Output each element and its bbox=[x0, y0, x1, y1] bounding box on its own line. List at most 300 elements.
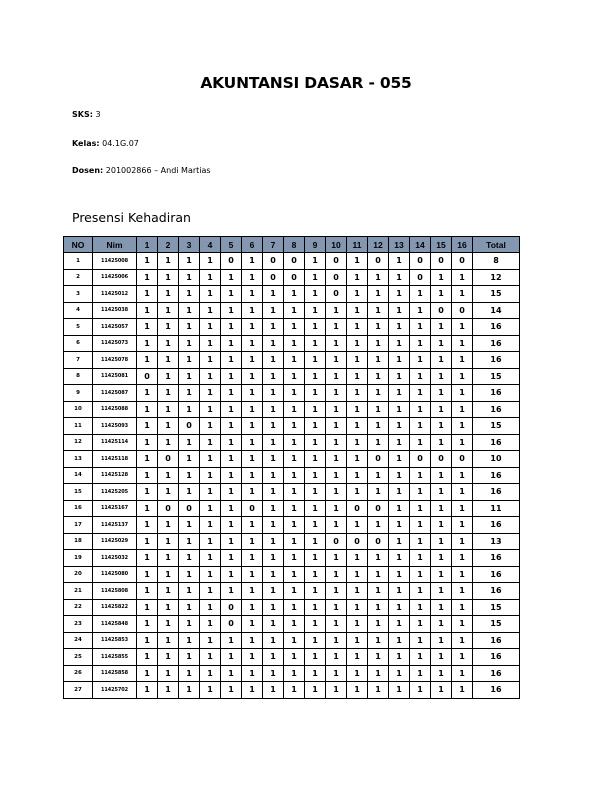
sks-label: SKS: bbox=[72, 110, 93, 119]
attendance-cell: 1 bbox=[200, 500, 221, 517]
attendance-cell: 1 bbox=[431, 682, 452, 699]
attendance-cell: 1 bbox=[242, 517, 263, 534]
attendance-cell: 0 bbox=[368, 253, 389, 270]
attendance-cell: 1 bbox=[305, 286, 326, 303]
total-cell: 15 bbox=[473, 418, 520, 435]
attendance-cell: 1 bbox=[347, 335, 368, 352]
attendance-cell: 1 bbox=[389, 253, 410, 270]
table-row bbox=[64, 583, 520, 600]
attendance-cell: 1 bbox=[347, 319, 368, 336]
row-number-cell: 2 bbox=[64, 269, 93, 286]
attendance-cell: 1 bbox=[452, 434, 473, 451]
attendance-cell: 1 bbox=[179, 352, 200, 369]
attendance-cell: 1 bbox=[389, 385, 410, 402]
attendance-cell: 1 bbox=[242, 335, 263, 352]
attendance-cell: 1 bbox=[452, 418, 473, 435]
attendance-cell: 1 bbox=[368, 385, 389, 402]
attendance-cell: 1 bbox=[284, 665, 305, 682]
attendance-cell: 1 bbox=[452, 682, 473, 699]
attendance-cell: 1 bbox=[347, 434, 368, 451]
attendance-cell: 1 bbox=[137, 517, 158, 534]
attendance-cell: 1 bbox=[284, 616, 305, 633]
attendance-cell: 1 bbox=[305, 335, 326, 352]
attendance-cell: 1 bbox=[305, 269, 326, 286]
total-cell: 16 bbox=[473, 550, 520, 567]
attendance-cell: 1 bbox=[431, 368, 452, 385]
column-header: 3 bbox=[179, 237, 200, 253]
attendance-cell: 1 bbox=[431, 616, 452, 633]
attendance-cell: 1 bbox=[326, 352, 347, 369]
attendance-cell: 1 bbox=[452, 484, 473, 501]
attendance-cell: 1 bbox=[410, 368, 431, 385]
attendance-cell: 1 bbox=[242, 269, 263, 286]
attendance-cell: 1 bbox=[368, 632, 389, 649]
attendance-cell: 1 bbox=[305, 665, 326, 682]
attendance-cell: 1 bbox=[410, 517, 431, 534]
attendance-cell: 1 bbox=[200, 302, 221, 319]
attendance-cell: 1 bbox=[410, 302, 431, 319]
attendance-cell: 1 bbox=[326, 368, 347, 385]
attendance-cell: 1 bbox=[137, 484, 158, 501]
attendance-cell: 1 bbox=[284, 583, 305, 600]
attendance-cell: 1 bbox=[389, 517, 410, 534]
attendance-cell: 1 bbox=[305, 418, 326, 435]
attendance-cell: 0 bbox=[221, 599, 242, 616]
table-row bbox=[64, 517, 520, 534]
column-header: 11 bbox=[347, 237, 368, 253]
nim-cell: 11425080 bbox=[93, 566, 137, 583]
nim-cell: 11425848 bbox=[93, 616, 137, 633]
attendance-cell: 1 bbox=[326, 418, 347, 435]
attendance-cell: 1 bbox=[263, 368, 284, 385]
attendance-cell: 1 bbox=[263, 517, 284, 534]
attendance-cell: 1 bbox=[368, 517, 389, 534]
attendance-cell: 1 bbox=[263, 434, 284, 451]
column-header: 16 bbox=[452, 237, 473, 253]
attendance-cell: 1 bbox=[452, 632, 473, 649]
attendance-cell: 1 bbox=[389, 368, 410, 385]
nim-cell: 11425008 bbox=[93, 253, 137, 270]
total-cell: 15 bbox=[473, 286, 520, 303]
attendance-cell: 1 bbox=[389, 616, 410, 633]
attendance-cell: 1 bbox=[410, 335, 431, 352]
attendance-cell: 1 bbox=[305, 401, 326, 418]
attendance-cell: 1 bbox=[305, 682, 326, 699]
row-number-cell: 14 bbox=[64, 467, 93, 484]
attendance-cell: 1 bbox=[431, 418, 452, 435]
attendance-cell: 1 bbox=[263, 533, 284, 550]
attendance-cell: 1 bbox=[368, 302, 389, 319]
attendance-cell: 1 bbox=[284, 649, 305, 666]
attendance-cell: 0 bbox=[410, 269, 431, 286]
attendance-cell: 1 bbox=[410, 286, 431, 303]
attendance-cell: 1 bbox=[284, 302, 305, 319]
attendance-cell: 1 bbox=[389, 418, 410, 435]
column-header: Total bbox=[473, 237, 520, 253]
attendance-cell: 1 bbox=[431, 319, 452, 336]
total-cell: 12 bbox=[473, 269, 520, 286]
attendance-cell: 1 bbox=[410, 401, 431, 418]
attendance-cell: 1 bbox=[431, 286, 452, 303]
attendance-cell: 1 bbox=[452, 467, 473, 484]
kelas-value: 04.1G.07 bbox=[99, 139, 139, 148]
attendance-cell: 1 bbox=[137, 253, 158, 270]
row-number-cell: 21 bbox=[64, 583, 93, 600]
attendance-cell: 1 bbox=[305, 352, 326, 369]
attendance-table bbox=[63, 236, 520, 699]
attendance-cell: 1 bbox=[326, 517, 347, 534]
table-row bbox=[64, 649, 520, 666]
attendance-cell: 1 bbox=[452, 385, 473, 402]
attendance-cell: 1 bbox=[347, 352, 368, 369]
nim-cell: 11425038 bbox=[93, 302, 137, 319]
attendance-cell: 1 bbox=[137, 385, 158, 402]
total-cell: 16 bbox=[473, 682, 520, 699]
nim-cell: 11425167 bbox=[93, 500, 137, 517]
attendance-cell: 1 bbox=[263, 616, 284, 633]
attendance-cell: 1 bbox=[242, 484, 263, 501]
attendance-cell: 1 bbox=[179, 599, 200, 616]
nim-cell: 11425078 bbox=[93, 352, 137, 369]
attendance-cell: 1 bbox=[305, 368, 326, 385]
attendance-cell: 1 bbox=[179, 335, 200, 352]
row-number-cell: 26 bbox=[64, 665, 93, 682]
total-cell: 16 bbox=[473, 649, 520, 666]
total-cell: 16 bbox=[473, 484, 520, 501]
attendance-cell: 1 bbox=[368, 550, 389, 567]
attendance-cell: 1 bbox=[326, 401, 347, 418]
dosen-label: Dosen: bbox=[72, 166, 104, 175]
row-number-cell: 4 bbox=[64, 302, 93, 319]
attendance-cell: 1 bbox=[242, 319, 263, 336]
attendance-cell: 1 bbox=[221, 665, 242, 682]
attendance-cell: 1 bbox=[305, 566, 326, 583]
table-row bbox=[64, 566, 520, 583]
attendance-cell: 1 bbox=[368, 616, 389, 633]
nim-cell: 11425128 bbox=[93, 467, 137, 484]
attendance-cell: 1 bbox=[284, 352, 305, 369]
attendance-cell: 1 bbox=[368, 368, 389, 385]
attendance-cell: 1 bbox=[347, 302, 368, 319]
row-number-cell: 12 bbox=[64, 434, 93, 451]
attendance-cell: 1 bbox=[263, 352, 284, 369]
attendance-cell: 1 bbox=[410, 500, 431, 517]
attendance-cell: 1 bbox=[305, 517, 326, 534]
attendance-cell: 1 bbox=[137, 335, 158, 352]
attendance-cell: 1 bbox=[410, 319, 431, 336]
total-cell: 16 bbox=[473, 632, 520, 649]
attendance-cell: 1 bbox=[263, 500, 284, 517]
attendance-cell: 1 bbox=[200, 335, 221, 352]
attendance-cell: 1 bbox=[263, 451, 284, 468]
attendance-cell: 1 bbox=[158, 319, 179, 336]
attendance-cell: 0 bbox=[326, 286, 347, 303]
attendance-cell: 0 bbox=[242, 500, 263, 517]
attendance-cell: 0 bbox=[452, 451, 473, 468]
attendance-cell: 1 bbox=[179, 451, 200, 468]
attendance-cell: 1 bbox=[179, 616, 200, 633]
attendance-cell: 1 bbox=[263, 599, 284, 616]
attendance-cell: 1 bbox=[158, 665, 179, 682]
attendance-cell: 1 bbox=[410, 467, 431, 484]
attendance-cell: 1 bbox=[242, 401, 263, 418]
table-row bbox=[64, 352, 520, 369]
table-row bbox=[64, 484, 520, 501]
attendance-cell: 1 bbox=[368, 467, 389, 484]
attendance-cell: 1 bbox=[200, 319, 221, 336]
attendance-cell: 1 bbox=[326, 665, 347, 682]
nim-cell: 11425087 bbox=[93, 385, 137, 402]
attendance-cell: 1 bbox=[347, 418, 368, 435]
attendance-cell: 1 bbox=[242, 583, 263, 600]
attendance-cell: 0 bbox=[326, 533, 347, 550]
attendance-cell: 1 bbox=[137, 616, 158, 633]
attendance-cell: 1 bbox=[305, 550, 326, 567]
attendance-cell: 1 bbox=[410, 583, 431, 600]
attendance-cell: 1 bbox=[221, 566, 242, 583]
attendance-cell: 1 bbox=[158, 517, 179, 534]
total-cell: 16 bbox=[473, 517, 520, 534]
attendance-cell: 1 bbox=[410, 665, 431, 682]
attendance-cell: 1 bbox=[284, 550, 305, 567]
attendance-cell: 1 bbox=[263, 302, 284, 319]
total-cell: 15 bbox=[473, 368, 520, 385]
attendance-cell: 1 bbox=[137, 682, 158, 699]
attendance-cell: 1 bbox=[389, 319, 410, 336]
table-row bbox=[64, 616, 520, 633]
attendance-cell: 1 bbox=[242, 302, 263, 319]
attendance-cell: 1 bbox=[368, 418, 389, 435]
attendance-cell: 1 bbox=[221, 484, 242, 501]
column-header: 13 bbox=[389, 237, 410, 253]
attendance-cell: 1 bbox=[200, 467, 221, 484]
attendance-cell: 1 bbox=[179, 649, 200, 666]
attendance-cell: 0 bbox=[158, 451, 179, 468]
attendance-cell: 1 bbox=[200, 665, 221, 682]
attendance-cell: 1 bbox=[221, 418, 242, 435]
attendance-cell: 1 bbox=[221, 533, 242, 550]
attendance-cell: 1 bbox=[158, 253, 179, 270]
attendance-cell: 1 bbox=[242, 352, 263, 369]
table-row bbox=[64, 401, 520, 418]
attendance-cell: 1 bbox=[263, 484, 284, 501]
attendance-cell: 1 bbox=[200, 368, 221, 385]
attendance-cell: 1 bbox=[305, 434, 326, 451]
kelas-label: Kelas: bbox=[72, 139, 100, 148]
attendance-cell: 1 bbox=[137, 665, 158, 682]
attendance-cell: 1 bbox=[326, 451, 347, 468]
attendance-cell: 1 bbox=[284, 632, 305, 649]
attendance-cell: 1 bbox=[158, 418, 179, 435]
attendance-cell: 1 bbox=[368, 286, 389, 303]
attendance-cell: 1 bbox=[242, 599, 263, 616]
row-number-cell: 17 bbox=[64, 517, 93, 534]
attendance-cell: 1 bbox=[284, 484, 305, 501]
attendance-cell: 1 bbox=[326, 385, 347, 402]
attendance-cell: 1 bbox=[242, 649, 263, 666]
attendance-cell: 1 bbox=[221, 632, 242, 649]
column-header: 5 bbox=[221, 237, 242, 253]
attendance-cell: 1 bbox=[452, 401, 473, 418]
total-cell: 8 bbox=[473, 253, 520, 270]
attendance-cell: 1 bbox=[137, 319, 158, 336]
attendance-cell: 1 bbox=[263, 682, 284, 699]
attendance-cell: 1 bbox=[179, 385, 200, 402]
table-row bbox=[64, 665, 520, 682]
attendance-cell: 1 bbox=[347, 682, 368, 699]
total-cell: 10 bbox=[473, 451, 520, 468]
attendance-cell: 1 bbox=[221, 550, 242, 567]
attendance-cell: 1 bbox=[284, 319, 305, 336]
column-header: NO bbox=[64, 237, 93, 253]
attendance-cell: 1 bbox=[326, 632, 347, 649]
total-cell: 16 bbox=[473, 352, 520, 369]
attendance-cell: 1 bbox=[452, 599, 473, 616]
attendance-cell: 1 bbox=[221, 352, 242, 369]
attendance-cell: 1 bbox=[179, 566, 200, 583]
table-row bbox=[64, 632, 520, 649]
attendance-cell: 1 bbox=[200, 401, 221, 418]
attendance-cell: 1 bbox=[158, 385, 179, 402]
total-cell: 16 bbox=[473, 467, 520, 484]
attendance-cell: 1 bbox=[452, 500, 473, 517]
table-row bbox=[64, 253, 520, 270]
attendance-cell: 1 bbox=[368, 401, 389, 418]
total-cell: 13 bbox=[473, 533, 520, 550]
attendance-cell: 1 bbox=[221, 368, 242, 385]
attendance-cell: 1 bbox=[368, 335, 389, 352]
attendance-cell: 1 bbox=[368, 484, 389, 501]
attendance-cell: 1 bbox=[200, 451, 221, 468]
attendance-cell: 1 bbox=[179, 434, 200, 451]
attendance-cell: 1 bbox=[368, 599, 389, 616]
attendance-cell: 1 bbox=[200, 385, 221, 402]
attendance-cell: 1 bbox=[137, 352, 158, 369]
attendance-cell: 1 bbox=[284, 599, 305, 616]
attendance-cell: 1 bbox=[242, 451, 263, 468]
attendance-cell: 1 bbox=[158, 302, 179, 319]
attendance-cell: 1 bbox=[221, 500, 242, 517]
row-number-cell: 6 bbox=[64, 335, 93, 352]
attendance-cell: 1 bbox=[179, 583, 200, 600]
attendance-cell: 0 bbox=[410, 253, 431, 270]
attendance-cell: 1 bbox=[221, 517, 242, 534]
attendance-cell: 1 bbox=[242, 616, 263, 633]
attendance-cell: 1 bbox=[137, 550, 158, 567]
attendance-cell: 1 bbox=[221, 385, 242, 402]
attendance-cell: 1 bbox=[137, 401, 158, 418]
attendance-cell: 1 bbox=[431, 500, 452, 517]
row-number-cell: 9 bbox=[64, 385, 93, 402]
attendance-cell: 1 bbox=[305, 385, 326, 402]
attendance-cell: 1 bbox=[242, 566, 263, 583]
nim-cell: 11425114 bbox=[93, 434, 137, 451]
attendance-cell: 1 bbox=[431, 533, 452, 550]
nim-cell: 11425808 bbox=[93, 583, 137, 600]
attendance-cell: 1 bbox=[221, 451, 242, 468]
attendance-cell: 1 bbox=[431, 566, 452, 583]
attendance-cell: 1 bbox=[179, 286, 200, 303]
table-header-row bbox=[64, 237, 520, 253]
attendance-cell: 1 bbox=[305, 632, 326, 649]
attendance-cell: 1 bbox=[347, 517, 368, 534]
attendance-cell: 1 bbox=[431, 434, 452, 451]
attendance-cell: 1 bbox=[158, 682, 179, 699]
attendance-cell: 1 bbox=[284, 385, 305, 402]
row-number-cell: 7 bbox=[64, 352, 93, 369]
column-header: 6 bbox=[242, 237, 263, 253]
attendance-cell: 1 bbox=[284, 368, 305, 385]
attendance-cell: 1 bbox=[368, 682, 389, 699]
attendance-cell: 1 bbox=[284, 434, 305, 451]
attendance-cell: 1 bbox=[347, 566, 368, 583]
attendance-cell: 1 bbox=[389, 352, 410, 369]
attendance-cell: 1 bbox=[326, 599, 347, 616]
kelas-line bbox=[72, 139, 139, 148]
row-number-cell: 10 bbox=[64, 401, 93, 418]
total-cell: 16 bbox=[473, 401, 520, 418]
attendance-cell: 1 bbox=[347, 269, 368, 286]
attendance-cell: 1 bbox=[410, 649, 431, 666]
attendance-cell: 1 bbox=[179, 368, 200, 385]
row-number-cell: 18 bbox=[64, 533, 93, 550]
attendance-cell: 1 bbox=[221, 401, 242, 418]
attendance-cell: 1 bbox=[410, 550, 431, 567]
column-header: 2 bbox=[158, 237, 179, 253]
attendance-cell: 1 bbox=[242, 632, 263, 649]
attendance-cell: 1 bbox=[410, 599, 431, 616]
attendance-cell: 1 bbox=[137, 467, 158, 484]
column-header: 8 bbox=[284, 237, 305, 253]
table-row bbox=[64, 550, 520, 567]
total-cell: 16 bbox=[473, 319, 520, 336]
attendance-cell: 1 bbox=[284, 500, 305, 517]
attendance-cell: 1 bbox=[347, 599, 368, 616]
attendance-cell: 1 bbox=[347, 616, 368, 633]
total-cell: 16 bbox=[473, 385, 520, 402]
attendance-cell: 1 bbox=[137, 632, 158, 649]
attendance-cell: 1 bbox=[410, 566, 431, 583]
attendance-cell: 1 bbox=[263, 401, 284, 418]
attendance-cell: 1 bbox=[389, 632, 410, 649]
attendance-cell: 1 bbox=[305, 649, 326, 666]
table-row bbox=[64, 434, 520, 451]
attendance-cell: 1 bbox=[410, 418, 431, 435]
attendance-cell: 1 bbox=[263, 467, 284, 484]
total-cell: 16 bbox=[473, 566, 520, 583]
row-number-cell: 8 bbox=[64, 368, 93, 385]
nim-cell: 11425006 bbox=[93, 269, 137, 286]
attendance-cell: 1 bbox=[263, 550, 284, 567]
attendance-cell: 1 bbox=[452, 352, 473, 369]
table-row bbox=[64, 319, 520, 336]
attendance-cell: 1 bbox=[137, 583, 158, 600]
attendance-cell: 1 bbox=[452, 335, 473, 352]
attendance-cell: 1 bbox=[452, 286, 473, 303]
attendance-cell: 1 bbox=[200, 616, 221, 633]
nim-cell: 11425093 bbox=[93, 418, 137, 435]
attendance-cell: 1 bbox=[284, 401, 305, 418]
table-row bbox=[64, 451, 520, 468]
column-header: 10 bbox=[326, 237, 347, 253]
attendance-cell: 1 bbox=[452, 649, 473, 666]
attendance-cell: 1 bbox=[284, 682, 305, 699]
row-number-cell: 22 bbox=[64, 599, 93, 616]
attendance-cell: 0 bbox=[452, 302, 473, 319]
attendance-cell: 1 bbox=[242, 385, 263, 402]
nim-cell: 11425081 bbox=[93, 368, 137, 385]
nim-cell: 11425205 bbox=[93, 484, 137, 501]
